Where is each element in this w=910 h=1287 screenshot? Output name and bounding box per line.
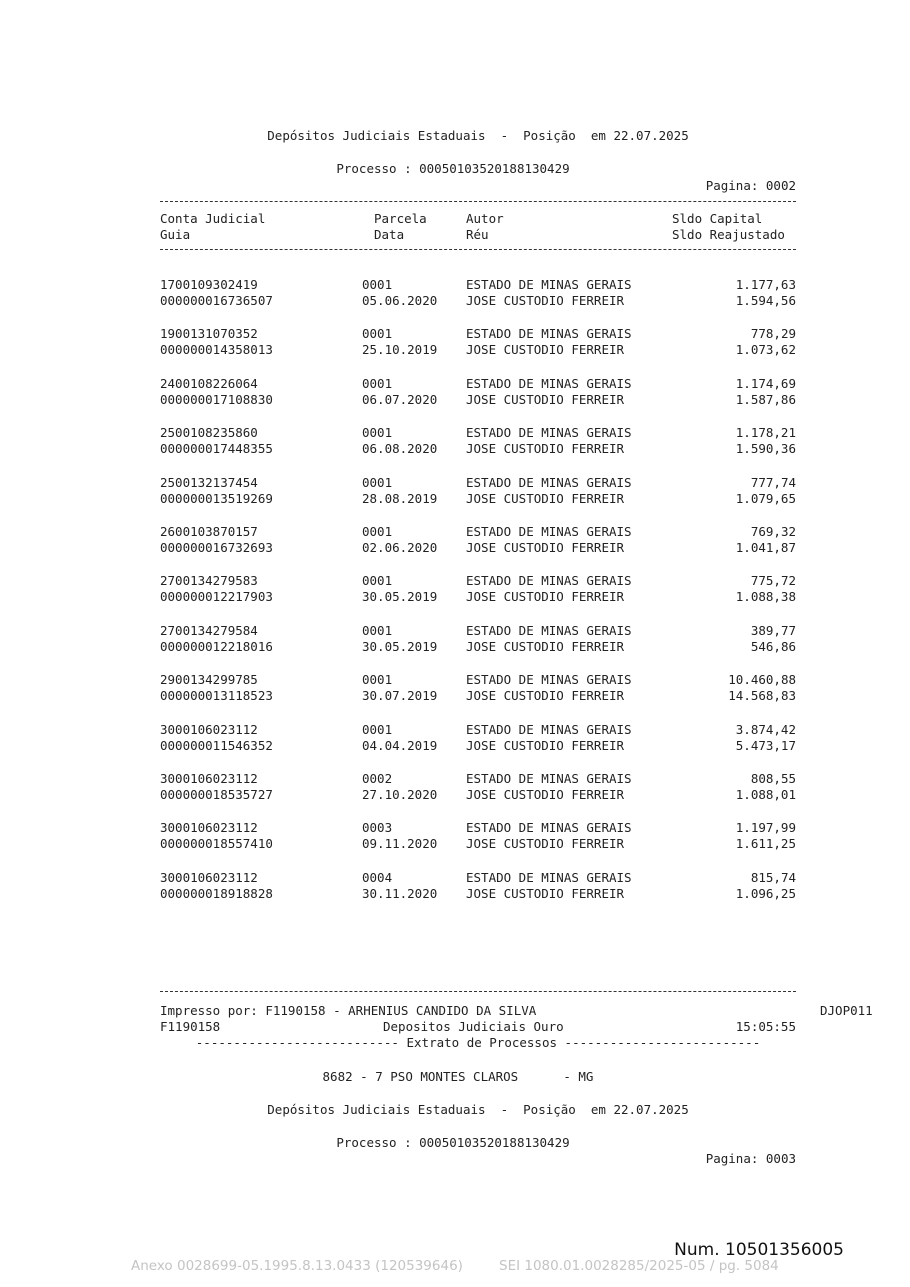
sldo-reajustado-cell: 1.079,65: [735, 490, 796, 506]
guia-cell: 000000014358013: [160, 342, 273, 358]
parcela-cell: 0001: [362, 326, 393, 342]
col-data-header: Data: [374, 227, 405, 242]
sldo-capital-cell: 815,74: [750, 869, 796, 885]
sldo-reajustado-cell: 1.587,86: [735, 391, 796, 407]
col-reajustado-header: Sldo Reajustado: [672, 227, 785, 242]
annex-watermark: Anexo 0028699-05.1995.8.13.0433 (120539646): [131, 1258, 463, 1274]
data-cell: 30.05.2019: [362, 589, 438, 605]
guia-cell: 000000018918828: [160, 885, 273, 901]
col-guia-header: Guia: [160, 227, 191, 242]
reu-cell: JOSE CUSTODIO FERREIR: [466, 787, 625, 802]
autor-cell: ESTADO DE MINAS GERAIS: [466, 672, 632, 688]
guia-cell: 000000018557410: [160, 836, 273, 852]
reu-cell: JOSE CUSTODIO FERREIR: [466, 836, 625, 852]
conta-judicial-cell: 2900134299785: [160, 672, 258, 688]
sldo-reajustado-cell: 546,86: [750, 638, 796, 654]
reu-cell: JOSE CUSTODIO FERREIR: [466, 737, 625, 753]
parcela-cell: 0001: [362, 721, 393, 737]
data-cell: 30.11.2020: [362, 885, 438, 901]
guia-cell: 000000016736507: [160, 293, 273, 308]
document-number-stamp: Num. 10501356005: [674, 1240, 844, 1260]
guia-cell: 000000013118523: [160, 688, 273, 704]
data-cell: 02.06.2020: [362, 540, 438, 555]
data-cell: 06.07.2020: [362, 391, 438, 407]
sldo-capital-cell: 808,55: [750, 771, 796, 786]
sldo-capital-cell: 778,29: [750, 326, 796, 342]
report-title: Depósitos Judiciais Estaduais - Posição em 22.07.2025: [267, 128, 689, 143]
autor-cell: ESTADO DE MINAS GERAIS: [466, 326, 632, 342]
reu-cell: JOSE CUSTODIO FERREIR: [466, 638, 625, 654]
sldo-reajustado-cell: 1.594,56: [735, 293, 796, 308]
extrato-label: Extrato de Processos: [406, 1035, 558, 1050]
sldo-reajustado-cell: 1.590,36: [735, 441, 796, 457]
sldo-capital-cell: 769,32: [750, 524, 796, 539]
sldo-capital-cell: 1.174,69: [735, 375, 796, 391]
col-autor-header: Autor: [466, 211, 504, 226]
sldo-reajustado-cell: 1.088,38: [735, 589, 796, 605]
conta-judicial-cell: 2700134279583: [160, 573, 258, 589]
data-cell: 30.05.2019: [362, 638, 438, 654]
divider: [160, 249, 796, 250]
autor-cell: ESTADO DE MINAS GERAIS: [466, 869, 632, 885]
sldo-reajustado-cell: 1.073,62: [735, 342, 796, 358]
reu-cell: JOSE CUSTODIO FERREIR: [466, 688, 625, 704]
guia-cell: 000000017448355: [160, 441, 273, 457]
sldo-capital-cell: 777,74: [750, 474, 796, 490]
reu-cell: JOSE CUSTODIO FERREIR: [466, 391, 625, 407]
processo-number-next: Processo : 00050103520188130429: [336, 1135, 570, 1150]
autor-cell: ESTADO DE MINAS GERAIS: [466, 425, 632, 441]
sldo-reajustado-cell: 1.611,25: [735, 836, 796, 852]
parcela-cell: 0001: [362, 474, 393, 490]
sldo-capital-cell: 10.460,88: [728, 672, 796, 688]
parcela-cell: 0003: [362, 820, 393, 836]
divider: [160, 201, 796, 202]
printed-by: Impresso por: F1190158 - ARHENIUS CANDIDO DA SILVA: [160, 1003, 537, 1018]
guia-cell: 000000012218016: [160, 638, 273, 654]
extrato-dashes-right: --------------------------: [564, 1035, 761, 1050]
reu-cell: JOSE CUSTODIO FERREIR: [466, 589, 625, 605]
conta-judicial-cell: 2500108235860: [160, 425, 258, 441]
parcela-cell: 0001: [362, 524, 393, 539]
sldo-capital-cell: 389,77: [750, 622, 796, 638]
guia-cell: 000000018535727: [160, 787, 273, 802]
report-title-next: Depósitos Judiciais Estaduais - Posição em 22.07.2025: [267, 1102, 689, 1117]
sldo-capital-cell: 775,72: [750, 573, 796, 589]
guia-cell: 000000017108830: [160, 391, 273, 407]
extrato-dashes-left: ---------------------------: [195, 1035, 399, 1050]
parcela-cell: 0001: [362, 672, 393, 688]
data-cell: 25.10.2019: [362, 342, 438, 358]
user-id: F1190158: [160, 1019, 221, 1034]
autor-cell: ESTADO DE MINAS GERAIS: [466, 474, 632, 490]
report-code: DJOP011: [820, 1003, 873, 1018]
guia-cell: 000000011546352: [160, 737, 273, 753]
data-cell: 28.08.2019: [362, 490, 438, 506]
conta-judicial-cell: 2700134279584: [160, 622, 258, 638]
sldo-reajustado-cell: 14.568,83: [728, 688, 796, 704]
reu-cell: JOSE CUSTODIO FERREIR: [466, 540, 625, 555]
conta-judicial-cell: 3000106023112: [160, 869, 258, 885]
reu-cell: JOSE CUSTODIO FERREIR: [466, 441, 625, 457]
conta-judicial-cell: 2600103870157: [160, 524, 258, 539]
reu-cell: JOSE CUSTODIO FERREIR: [466, 293, 625, 308]
page-number: Pagina: 0002: [705, 178, 796, 193]
col-parcela-header: Parcela: [374, 211, 427, 226]
page-number-next: Pagina: 0003: [705, 1151, 796, 1166]
sldo-capital-cell: 1.177,63: [735, 277, 796, 292]
data-cell: 06.08.2020: [362, 441, 438, 457]
parcela-cell: 0001: [362, 375, 393, 391]
conta-judicial-cell: 1900131070352: [160, 326, 258, 342]
col-conta-header: Conta Judicial: [160, 211, 266, 226]
autor-cell: ESTADO DE MINAS GERAIS: [466, 622, 632, 638]
extrato-banner: [160, 1035, 796, 1051]
conta-judicial-cell: 2400108226064: [160, 375, 258, 391]
reu-cell: JOSE CUSTODIO FERREIR: [466, 885, 625, 901]
autor-cell: ESTADO DE MINAS GERAIS: [466, 820, 632, 836]
autor-cell: ESTADO DE MINAS GERAIS: [466, 721, 632, 737]
sldo-reajustado-cell: 1.041,87: [735, 540, 796, 555]
conta-judicial-cell: 2500132137454: [160, 474, 258, 490]
sldo-reajustado-cell: 1.088,01: [735, 787, 796, 802]
autor-cell: ESTADO DE MINAS GERAIS: [466, 277, 632, 292]
conta-judicial-cell: 3000106023112: [160, 771, 258, 786]
system-name: Depositos Judiciais Ouro: [383, 1019, 564, 1034]
parcela-cell: 0001: [362, 277, 393, 292]
print-time: 15:05:55: [735, 1019, 796, 1034]
agency-line: 8682 - 7 PSO MONTES CLAROS - MG: [322, 1069, 594, 1084]
col-reu-header: Réu: [466, 227, 489, 242]
guia-cell: 000000013519269: [160, 490, 273, 506]
autor-cell: ESTADO DE MINAS GERAIS: [466, 573, 632, 589]
sldo-capital-cell: 1.178,21: [735, 425, 796, 441]
sldo-capital-cell: 3.874,42: [735, 721, 796, 737]
parcela-cell: 0001: [362, 425, 393, 441]
guia-cell: 000000012217903: [160, 589, 273, 605]
processo-number: Processo : 00050103520188130429: [336, 161, 570, 176]
parcela-cell: 0002: [362, 771, 393, 786]
parcela-cell: 0004: [362, 869, 393, 885]
data-cell: 27.10.2020: [362, 787, 438, 802]
data-cell: 30.07.2019: [362, 688, 438, 704]
conta-judicial-cell: 1700109302419: [160, 277, 258, 292]
autor-cell: ESTADO DE MINAS GERAIS: [466, 375, 632, 391]
data-cell: 05.06.2020: [362, 293, 438, 308]
sldo-reajustado-cell: 5.473,17: [735, 737, 796, 753]
autor-cell: ESTADO DE MINAS GERAIS: [466, 771, 632, 786]
divider: [160, 991, 796, 992]
autor-cell: ESTADO DE MINAS GERAIS: [466, 524, 632, 539]
sldo-reajustado-cell: 1.096,25: [735, 885, 796, 901]
col-capital-header: Sldo Capital: [672, 211, 763, 226]
reu-cell: JOSE CUSTODIO FERREIR: [466, 490, 625, 506]
reu-cell: JOSE CUSTODIO FERREIR: [466, 342, 625, 358]
conta-judicial-cell: 3000106023112: [160, 721, 258, 737]
data-cell: 04.04.2019: [362, 737, 438, 753]
guia-cell: 000000016732693: [160, 540, 273, 555]
parcela-cell: 0001: [362, 573, 393, 589]
sldo-capital-cell: 1.197,99: [735, 820, 796, 836]
sei-watermark: SEI 1080.01.0028285/2025-05 / pg. 5084: [499, 1258, 779, 1274]
parcela-cell: 0001: [362, 622, 393, 638]
conta-judicial-cell: 3000106023112: [160, 820, 258, 836]
data-cell: 09.11.2020: [362, 836, 438, 852]
